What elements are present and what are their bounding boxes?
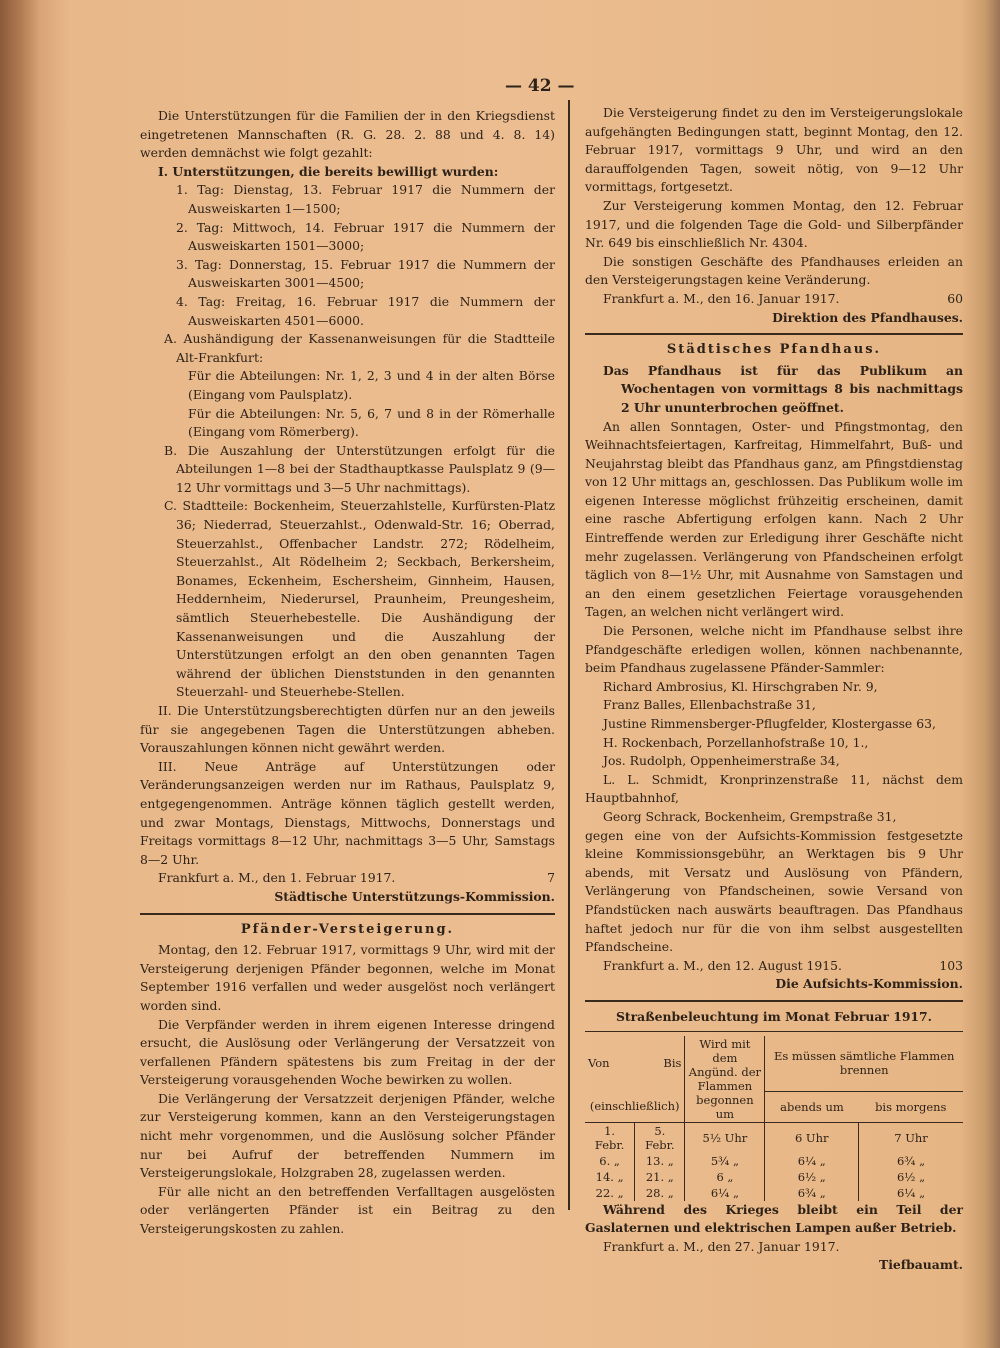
cell: 6¼ „ (685, 1185, 765, 1201)
collector: Georg Schrack, Bockenheim, Grempstraße 31, (603, 808, 897, 824)
notice-number: 103 (939, 957, 963, 973)
date-text: Frankfurt a. M., den 27. Januar 1917. (603, 1238, 840, 1254)
cell: 6 Uhr (765, 1122, 859, 1153)
section-a2: Für die Abteilungen: Nr. 5, 6, 7 und 8 in der Römerhalle (Eingang vom Römerberg). (188, 405, 555, 440)
table-heading: Straßenbeleuchtung im Monat Februar 1917. (615, 1008, 932, 1024)
paragraph: gegen eine von der Aufsichts-Kommission festgesetzte kleine Kommissionsgebühr, an Werktagen bis 9 Uhr abends, mit Versatz und Auslösung von Pfändern, Verlängerung von Pfandscheinen, sowie Versand von Pfandstücken nach auswärts beauftragen. Das Pfandhaus haftet jedoch nur für die von ihm selbst ausgestellten Pfandscheine. (585, 827, 963, 955)
cell: 6½ „ (859, 1169, 963, 1185)
cell: 7 Uhr (859, 1122, 963, 1153)
divider (585, 1031, 963, 1032)
paragraph: An allen Sonntagen, Oster- und Pfingstmontag, den Weihnachtsfeiertagen, Karfreitag, Himmelfahrt, Buß- und Neujahrstag bleibt das Pfandhaus ganz, am Pfingstdienstag von 12 Uhr mittags an, geschlossen. Das Publikum wolle im eigenen Interesse möglichst frühzeitig erscheinen, damit eine rasche Abfertigung erfolgen kann. Nach 2 Uhr Eintreffende werden zur Erledigung ihrer Geschäfte nicht mehr zugelassen. Verlängerung von Pfandscheinen erfolgt täglich von 8—1½ Uhr, mit Ausnahme von Samstagen und an den einem gesetzlichen Feiertage vorausgehenden Tagen, an welchen nicht verlängert wird. (585, 418, 963, 620)
left-column (140, 107, 555, 1239)
section-iii: III. Neue Anträge auf Unterstützungen oder Veränderungsanzeigen werden nur im Rathaus, Paulsplatz 9, entgegengenommen. Anträge können täglich gestellt werden, und zwar Montags, Dienstags, Mittwochs, Donnerstags und Freitags vormittags 8—12 Uhr, nachmittags 3—5 Uhr, Samstags 8—2 Uhr. (140, 758, 555, 867)
col-begin: Wird mit dem Angünd. der Flammen begonnen um (685, 1036, 765, 1123)
day-1: 1. Tag: Dienstag, 13. Februar 1917 die Nummern der Ausweiskarten 1—1500; (176, 182, 555, 216)
paragraph: Während des Krieges bleibt ein Teil der Gaslaternen und elektrischen Lampen außer Betrieb. (585, 1201, 963, 1236)
section-a1: Für die Abteilungen: Nr. 1, 2, 3 und 4 in der alten Börse (Eingang vom Paulsplatz). (188, 368, 555, 402)
paragraph: Die sonstigen Geschäfte des Pfandhauses erleiden an den Versteigerungstagen keine Veränderung. (585, 253, 963, 288)
paragraph: Das Pfandhaus ist für das Publikum an Wochentagen von vormittags 8 bis nachmittags 2 Uhr ununterbrochen geöffnet. (603, 362, 963, 415)
paragraph: Zur Versteigerung kommen Montag, den 12. Februar 1917, und die folgenden Tage die Gold- und Silberpfänder Nr. 649 bis einschließlich Nr. 4304. (585, 197, 963, 251)
day-3: 3. Tag: Donnerstag, 15. Februar 1917 die Nummern der Ausweiskarten 3001—4500; (176, 256, 555, 291)
date-text: Frankfurt a. M., den 16. Januar 1917. (603, 290, 840, 306)
cell: 28. „ (635, 1185, 685, 1201)
paragraph: Die Verpfänder werden in ihrem eigenen Interesse dringend ersucht, die Auslösung oder Verlängerung der Versatzzeit von verfallenen Pfändern spätestens bis zum Freitag in der der Versteigerung vorausgehenden Woche bewirken zu wollen. (140, 1016, 555, 1088)
cell: 6¼ „ (765, 1153, 859, 1169)
section-heading: Pfänder-Versteigerung. (240, 921, 455, 937)
cell: 6¼ „ (859, 1185, 963, 1201)
date-line (585, 290, 963, 309)
page-number: — 42 — (505, 76, 575, 96)
paragraph: Die Versteigerung findet zu den im Versteigerungslokale aufgehängten Bedingungen statt, beginnt Montag, den 12. Februar 1917, vormittags 9 Uhr, und wird an den darauffolgenden Tagen, soweit nötig, von 9—12 Uhr vormittags, fortgesetzt. (585, 105, 963, 195)
paragraph: Montag, den 12. Februar 1917, vormittags 9 Uhr, wird mit der Versteigerung derjenigen Pfänder begonnen, welche im Monat September 1916 verfallen und weder ausgelöst noch verlängert worden sind. (140, 942, 555, 1013)
divider (585, 1000, 963, 1002)
day-4: 4. Tag: Freitag, 16. Februar 1917 die Nummern der Ausweiskarten 4501—6000. (176, 293, 555, 328)
col-burn: Es müssen sämtliche Flammen brennen (765, 1036, 963, 1092)
column-divider (568, 100, 570, 1210)
signature: Die Aufsichts-Kommission. (775, 976, 963, 992)
notice-number: 7 (547, 870, 555, 886)
cell: 6¾ „ (765, 1185, 859, 1201)
intro-paragraph: Die Unterstützungen für die Familien der in den Kriegsdienst eingetretenen Mannschaften (R. G. 28. 2. 88 und 4. 8. 14) werden demnächst wie folgt gezahlt: (140, 108, 555, 161)
section-a: A. Aushändigung der Kassenanweisungen für die Stadtteile Alt-Frankfurt: (164, 331, 555, 365)
day-2: 2. Tag: Mittwoch, 14. Februar 1917 die Nummern der Ausweiskarten 1501—3000; (176, 219, 555, 254)
col-von: Von (588, 1056, 610, 1071)
cell: 5½ Uhr (685, 1122, 765, 1153)
paragraph: Die Personen, welche nicht im Pfandhause selbst ihre Pfandgeschäfte erledigen wollen, können nachbenannte, beim Pfandhaus zugelassene Pfänder-Sammler: (585, 623, 963, 676)
cell: 14. „ (595, 1169, 624, 1184)
col-bis: Bis (663, 1056, 682, 1071)
date-line (585, 957, 963, 976)
col-morning: bis morgens (859, 1091, 963, 1122)
cell: 1. Febr. (594, 1123, 625, 1152)
section-ii: II. Die Unterstützungsberechtigten dürfen nur an den jeweils für sie angegebenen Tagen die Unterstützungen abheben. Vorauszahlungen können nicht gewährt werden. (140, 703, 555, 756)
table-row (585, 1122, 963, 1153)
section-c: C. Stadtteile: Bockenheim, Steuerzahlstelle, Kurfürsten-Platz 36; Niederrad, Steuerzahlst., Odenwald-Str. 16; Oberrad, Steuerzahlst., Offenbacher Landstr. 272; Rödelheim, Steuerzahlst., Alt Rödelheim 2; Seckbach, Berkersheim, Bonames, Eckenheim, Eschersheim, Ginnheim, Hausen, Heddernheim, Niederursel, Praunheim, Preungesheim, sämtlich Steuerhebestelle. Die Aushändigung der Kassenanweisungen und die Auszahlung der Unterstützungen erfolgt an den oben genannten Tagen während der üblichen Dienststunden in den genannten Steuerzahl- und Steuerhebe-Stellen. (164, 498, 555, 700)
cell: 6¾ „ (859, 1153, 963, 1169)
paragraph: Für alle nicht an den betreffenden Verfalltagen ausgelösten oder verlängerten Pfänder ist ein Beitrag zu den Versteigerungskosten zu zahlen. (140, 1183, 555, 1237)
collector: Richard Ambrosius, Kl. Hirschgraben Nr. 9, (603, 678, 878, 694)
right-column (585, 104, 963, 1275)
collector: Jos. Rudolph, Oppenheimerstraße 34, (603, 753, 840, 769)
signature: Städtische Unterstützungs-Kommission. (274, 888, 555, 904)
col-evening: abends um (765, 1091, 859, 1122)
collector: H. Rockenbach, Porzellanhofstraße 10, 1., (603, 734, 869, 750)
lighting-table (585, 1036, 963, 1201)
cell: 6 „ (685, 1169, 765, 1185)
table-row (585, 1153, 963, 1169)
section-i: I. Unterstützungen, die bereits bewilligt wurden: (158, 163, 499, 179)
col-incl: (einschließlich) (585, 1091, 685, 1122)
cell: 5. Febr. (635, 1122, 685, 1153)
collector: Justine Rimmensberger-Pflugfelder, Klostergasse 63, (603, 716, 936, 731)
divider (585, 333, 963, 335)
cell: 6. „ (599, 1153, 620, 1168)
date-text: Frankfurt a. M., den 1. Februar 1917. (158, 870, 396, 886)
date-text: Frankfurt a. M., den 12. August 1915. (603, 957, 842, 973)
signature: Tiefbauamt. (878, 1257, 963, 1273)
signature: Direktion des Pfandhauses. (772, 309, 963, 325)
paragraph: Die Verlängerung der Versatzzeit derjenigen Pfänder, welche zur Versteigerung kommen, kann an den Versteigerungstagen nicht mehr vorgenommen, und die Auslösung solcher Pfänder nur bei Aufruf der betreffenden Nummern im Versteigerungslokale, Holzgraben 28, zugelassen werden. (140, 1090, 555, 1181)
table-row (585, 1169, 963, 1185)
divider (140, 913, 555, 915)
collector: L. L. Schmidt, Kronprinzenstraße 11, nächst dem Hauptbahnhof, (585, 771, 963, 806)
cell: 21. „ (635, 1169, 685, 1185)
cell: 13. „ (635, 1153, 685, 1169)
cell: 6½ „ (765, 1169, 859, 1185)
collector: Franz Balles, Ellenbachstraße 31, (603, 697, 816, 713)
section-b: B. Die Auszahlung der Unterstützungen erfolgt für die Abteilungen 1—8 bei der Stadthauptkasse Paulsplatz 9 (9—12 Uhr vormittags und 3—5 Uhr nachmittags). (164, 442, 555, 495)
date-line (140, 869, 555, 888)
cell: 5¾ „ (685, 1153, 765, 1169)
cell: 22. „ (595, 1185, 624, 1200)
notice-number: 60 (947, 290, 963, 306)
table-row (585, 1185, 963, 1201)
section-heading: Städtisches Pfandhaus. (666, 342, 882, 358)
